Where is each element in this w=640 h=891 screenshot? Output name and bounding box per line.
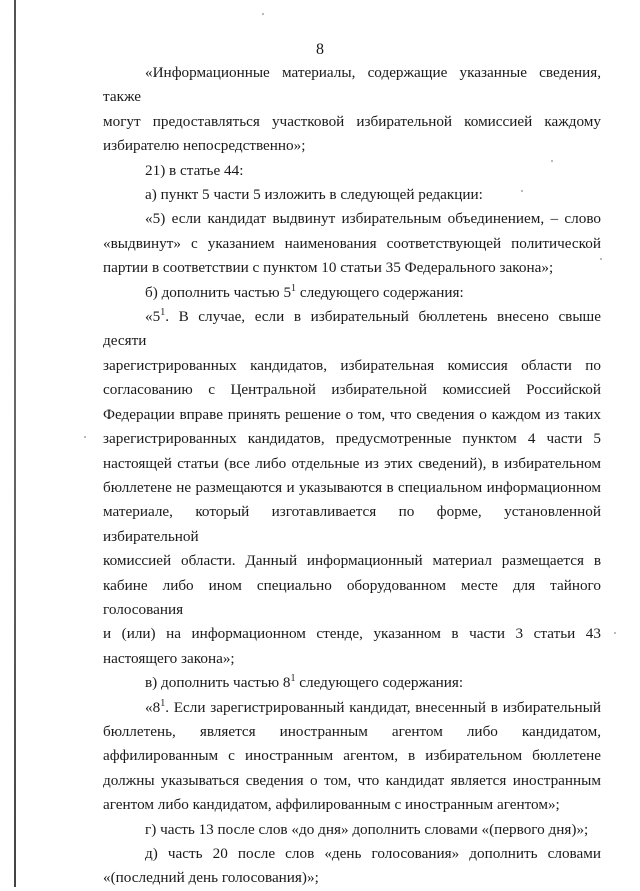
paragraph-part-5-1 — [103, 305, 601, 671]
text-line: кабине либо ином специально оборудованном месте для тайного голосования — [103, 576, 601, 618]
text-line: аффилированным с иностранным агентом, в избирательном бюллетене — [103, 747, 601, 765]
text-line: бюллетене не размещаются и указываются в специальном информационном — [103, 478, 601, 496]
text-line: могут предоставляться участковой избирательной комиссией каждому — [103, 112, 601, 130]
scan-speck — [262, 13, 264, 15]
text-line: «(последний день голосования)»; — [103, 869, 319, 887]
scan-speck — [521, 190, 523, 192]
scan-left-edge — [14, 0, 16, 887]
text-line: агентом либо кандидатом, аффилированным с иностранным агентом»; — [103, 796, 560, 814]
paragraph-item-b — [103, 281, 601, 305]
text-line: избирателю непосредственно»; — [103, 137, 306, 155]
paragraph-article-44: 21) в статье 44: — [145, 161, 244, 179]
text-line: материале, который изготавливается по форме, установленной избирательной — [103, 503, 601, 545]
text-line: зарегистрированных кандидатов, избирательная комиссия области по — [103, 356, 601, 374]
paragraph-item-g: г) часть 13 после слов «до дня» дополнить словами «(первого дня)»; — [145, 820, 589, 838]
text-line: Федерации вправе принять решение о том, что сведения о каждом из таких — [103, 405, 601, 423]
scan-speck — [600, 258, 602, 260]
paragraph-item-a: а) пункт 5 части 5 изложить в следующей редакции: — [145, 186, 483, 204]
text-span: в) дополнить частью 8 — [145, 674, 291, 692]
text-line: партии в соответствии с пунктом 10 статьи 35 Федерального закона»; — [103, 259, 554, 277]
text-line: д) часть 20 после слов «день голосования» дополнить словами — [145, 845, 601, 862]
text-span: . Если зарегистрированный кандидат, внесенный в избирательный — [165, 698, 601, 716]
text-span: следующего содержания: — [295, 674, 464, 692]
scan-speck — [551, 160, 553, 162]
text-span: б) дополнить частью 5 — [145, 283, 292, 301]
text-line — [103, 696, 601, 720]
page-number: 8 — [316, 41, 324, 58]
paragraph-info-materials — [103, 61, 601, 159]
superscript: 1 — [291, 282, 297, 294]
paragraph-item-5-text — [103, 207, 601, 280]
text-line: согласованию с Центральной избирательной комиссией Российской — [103, 381, 601, 399]
text-line: зарегистрированных кандидатов, предусмотренные пунктом 4 части 5 — [103, 430, 601, 448]
text-line: должны указываться сведения о том, что кандидат является иностранным — [103, 771, 601, 789]
superscript: 1 — [160, 697, 166, 709]
text-span: «5 — [145, 308, 161, 326]
paragraph-item-d — [103, 842, 601, 891]
text-line: комиссией области. Данный информационный материал размещается в — [103, 552, 601, 570]
text-span: «8 — [145, 698, 161, 716]
text-span: . В случае, если в избирательный бюллетень внесено свыше десяти — [103, 308, 601, 350]
text-span: следующего содержания: — [296, 283, 464, 301]
scan-speck — [84, 436, 86, 438]
scan-speck — [614, 632, 616, 634]
text-line — [103, 305, 601, 354]
text-line: бюллетень, является иностранным агентом либо кандидатом, — [103, 722, 601, 740]
document-body — [103, 61, 601, 891]
text-line: настоящей статьи (все либо отдельные из этих сведений), в избирательном — [103, 454, 601, 472]
paragraph-item-v — [103, 671, 601, 695]
text-line: «5) если кандидат выдвинут избирательным объединением, – слово — [145, 210, 601, 228]
superscript: 1 — [160, 307, 166, 318]
superscript: 1 — [290, 673, 296, 685]
text-line: «Информационные материалы, содержащие указанные сведения, также — [103, 64, 601, 106]
text-line: настоящего закона»; — [103, 649, 235, 667]
text-line: «выдвинут» с указанием наименования соответствующей политической — [103, 234, 601, 252]
paragraph-part-8-1 — [103, 696, 601, 818]
text-line: и (или) на информационном стенде, указанном в части 3 статьи 43 — [103, 625, 601, 643]
